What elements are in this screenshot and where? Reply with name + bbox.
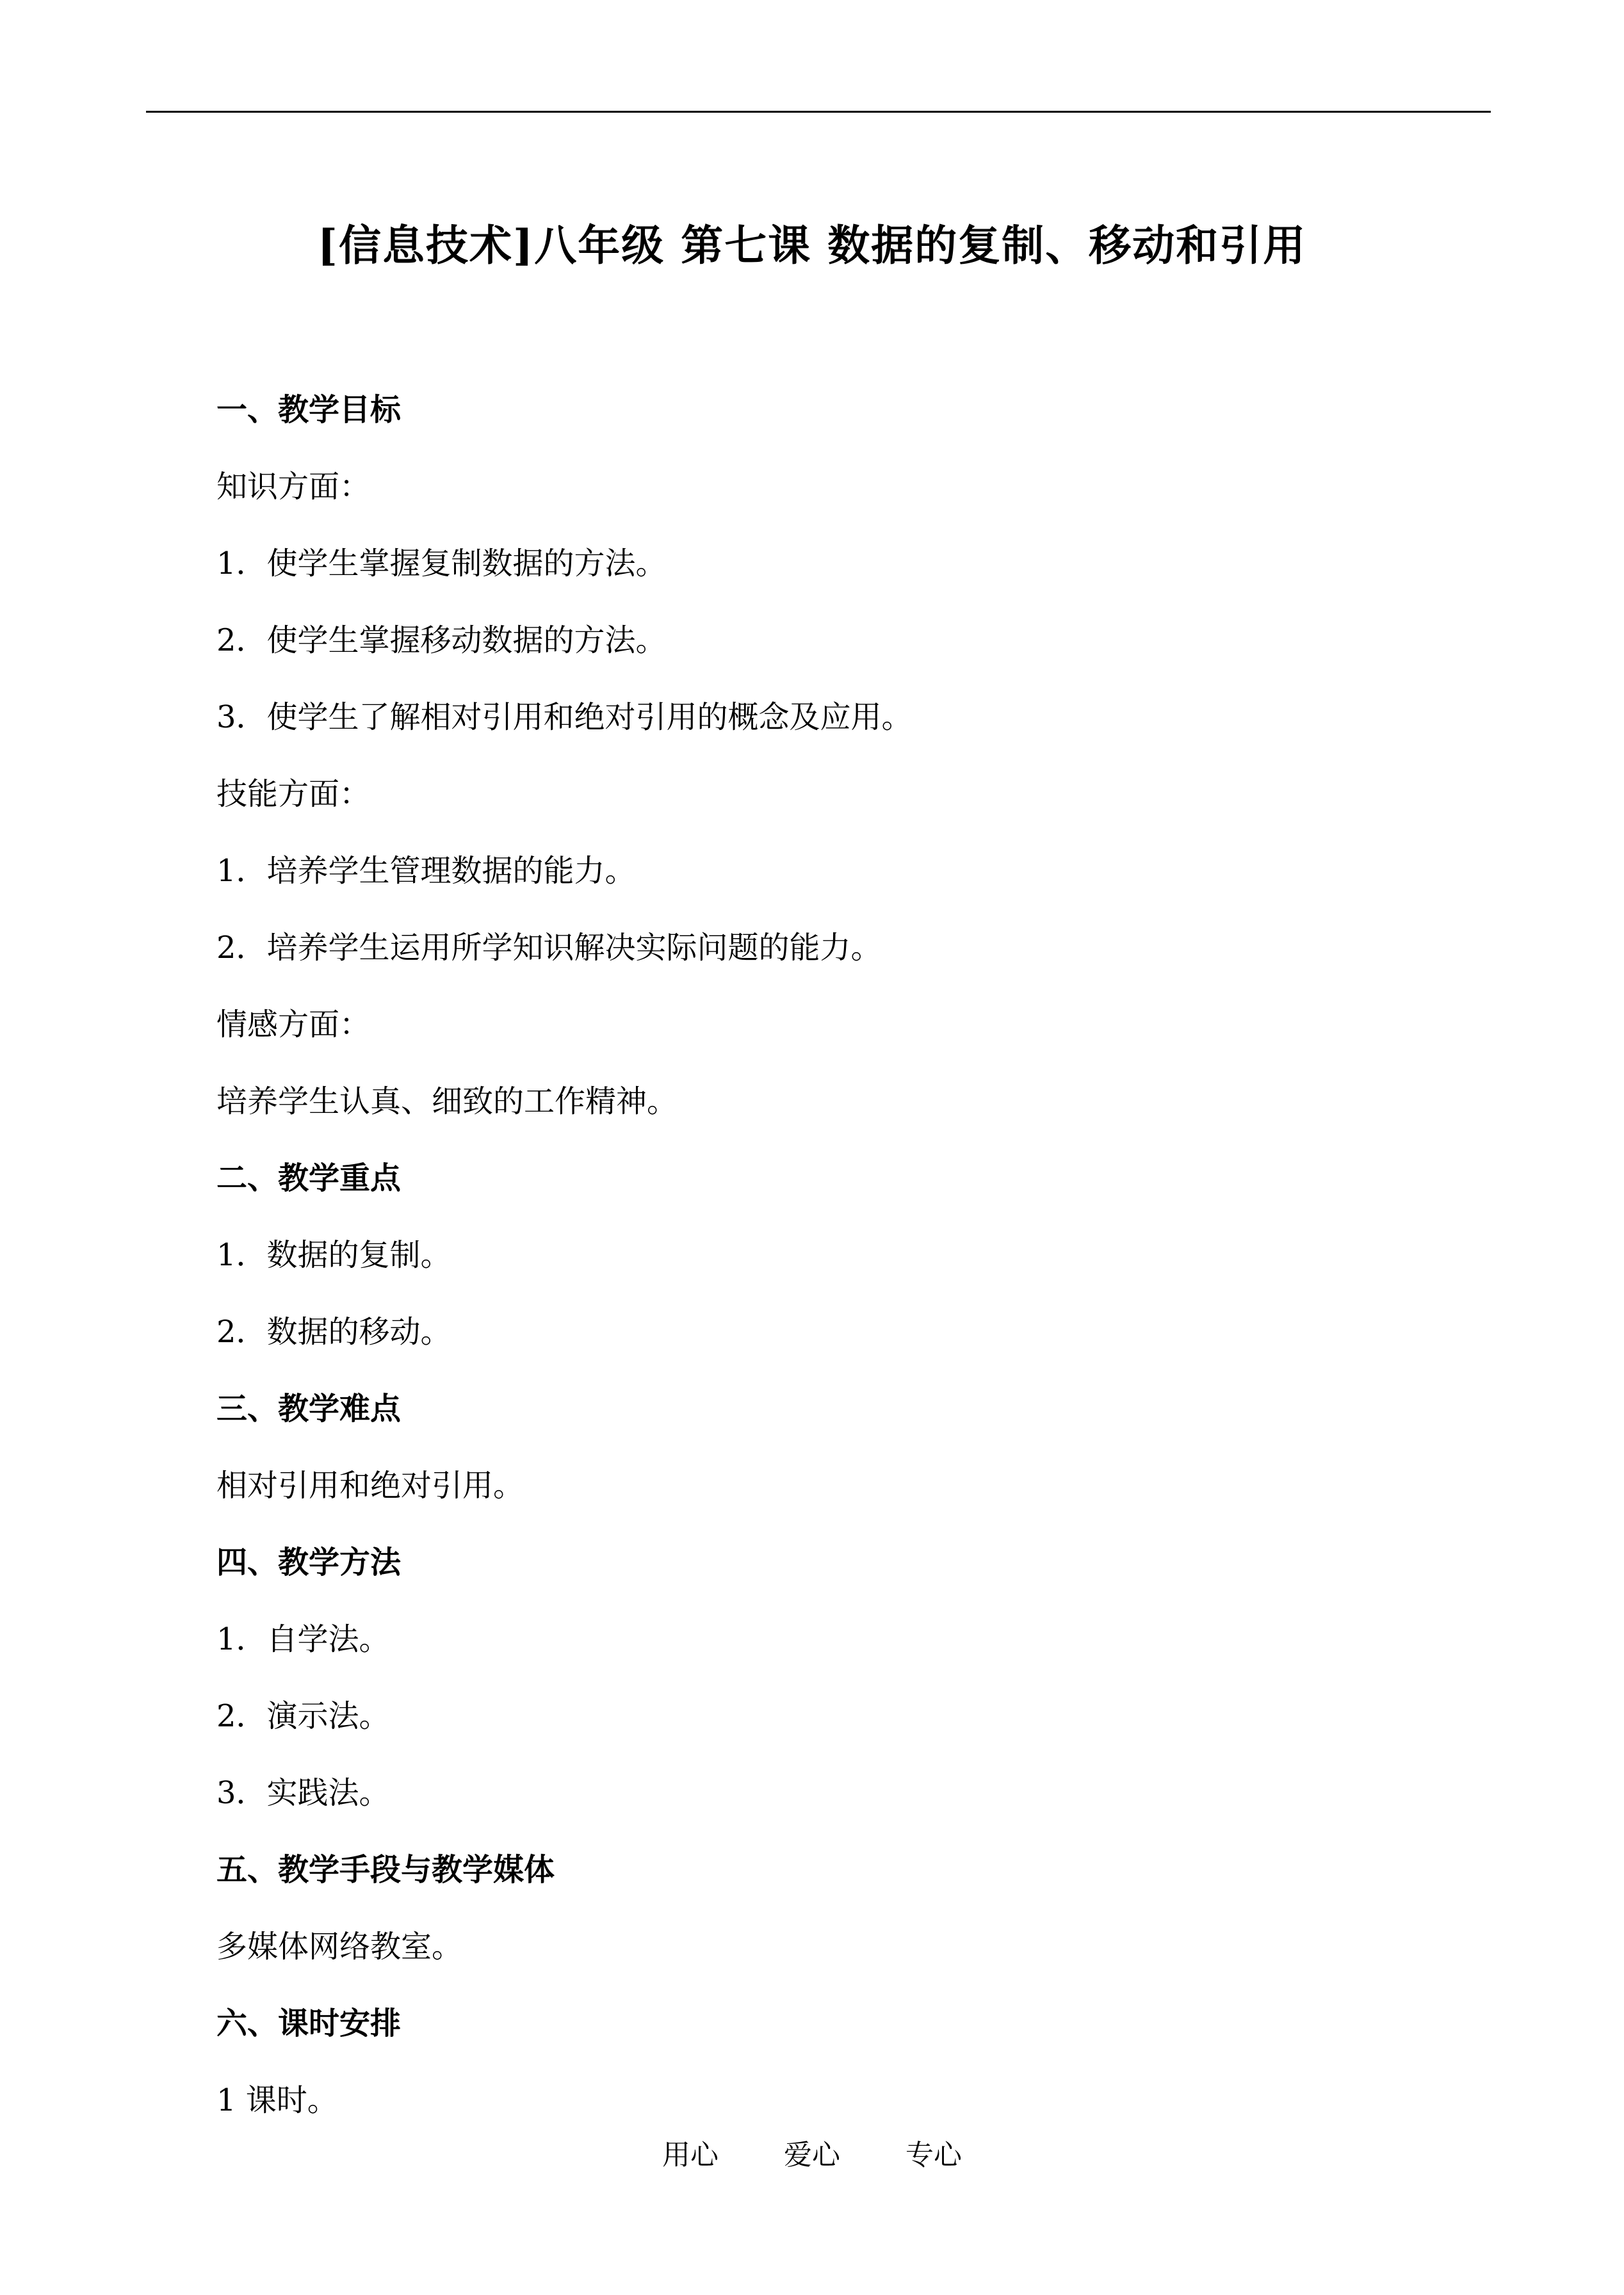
section-heading: 三、教学难点 — [216, 1391, 402, 1427]
body-line: 2．培养学生运用所学知识解决实际问题的能力。 — [216, 930, 882, 966]
section-heading: 一、教学目标 — [216, 392, 402, 428]
document-body — [216, 371, 1497, 2139]
body-line: 2．演示法。 — [216, 1698, 390, 1734]
body-line: 2．使学生掌握移动数据的方法。 — [216, 622, 667, 658]
page-footer — [0, 2139, 1624, 2173]
body-line: 1 课时。 — [216, 2082, 338, 2118]
section-heading: 五、教学手段与教学媒体 — [216, 1852, 555, 1888]
body-line: 3．实践法。 — [216, 1775, 390, 1811]
body-line: 1．自学法。 — [216, 1621, 390, 1657]
body-line: 2．数据的移动。 — [216, 1314, 451, 1350]
body-line: 3．使学生了解相对引用和绝对引用的概念及应用。 — [216, 699, 913, 735]
footer-text: 专心 — [905, 2139, 962, 2171]
footer-text: 爱心 — [784, 2139, 840, 2171]
section-heading: 二、教学重点 — [216, 1160, 402, 1196]
section-heading: 六、课时安排 — [216, 2006, 402, 2041]
body-line: 相对引用和绝对引用。 — [216, 1468, 524, 1504]
body-line: 多媒体网络教室。 — [216, 1929, 463, 1965]
document-title: [信息技术]八年级 第七课 数据的复制、移动和引用 — [317, 220, 1307, 270]
footer-text: 用心 — [662, 2139, 719, 2171]
body-line: 1．培养学生管理数据的能力。 — [216, 853, 636, 889]
body-line: 培养学生认真、细致的工作精神。 — [216, 1083, 678, 1119]
section-heading: 四、教学方法 — [216, 1545, 402, 1580]
body-line: 1．数据的复制。 — [216, 1237, 451, 1273]
header-rule — [146, 111, 1491, 113]
body-line: 技能方面： — [216, 776, 371, 812]
body-line: 1．使学生掌握复制数据的方法。 — [216, 546, 667, 581]
body-line: 情感方面： — [216, 1007, 371, 1042]
body-line: 知识方面： — [216, 469, 371, 505]
